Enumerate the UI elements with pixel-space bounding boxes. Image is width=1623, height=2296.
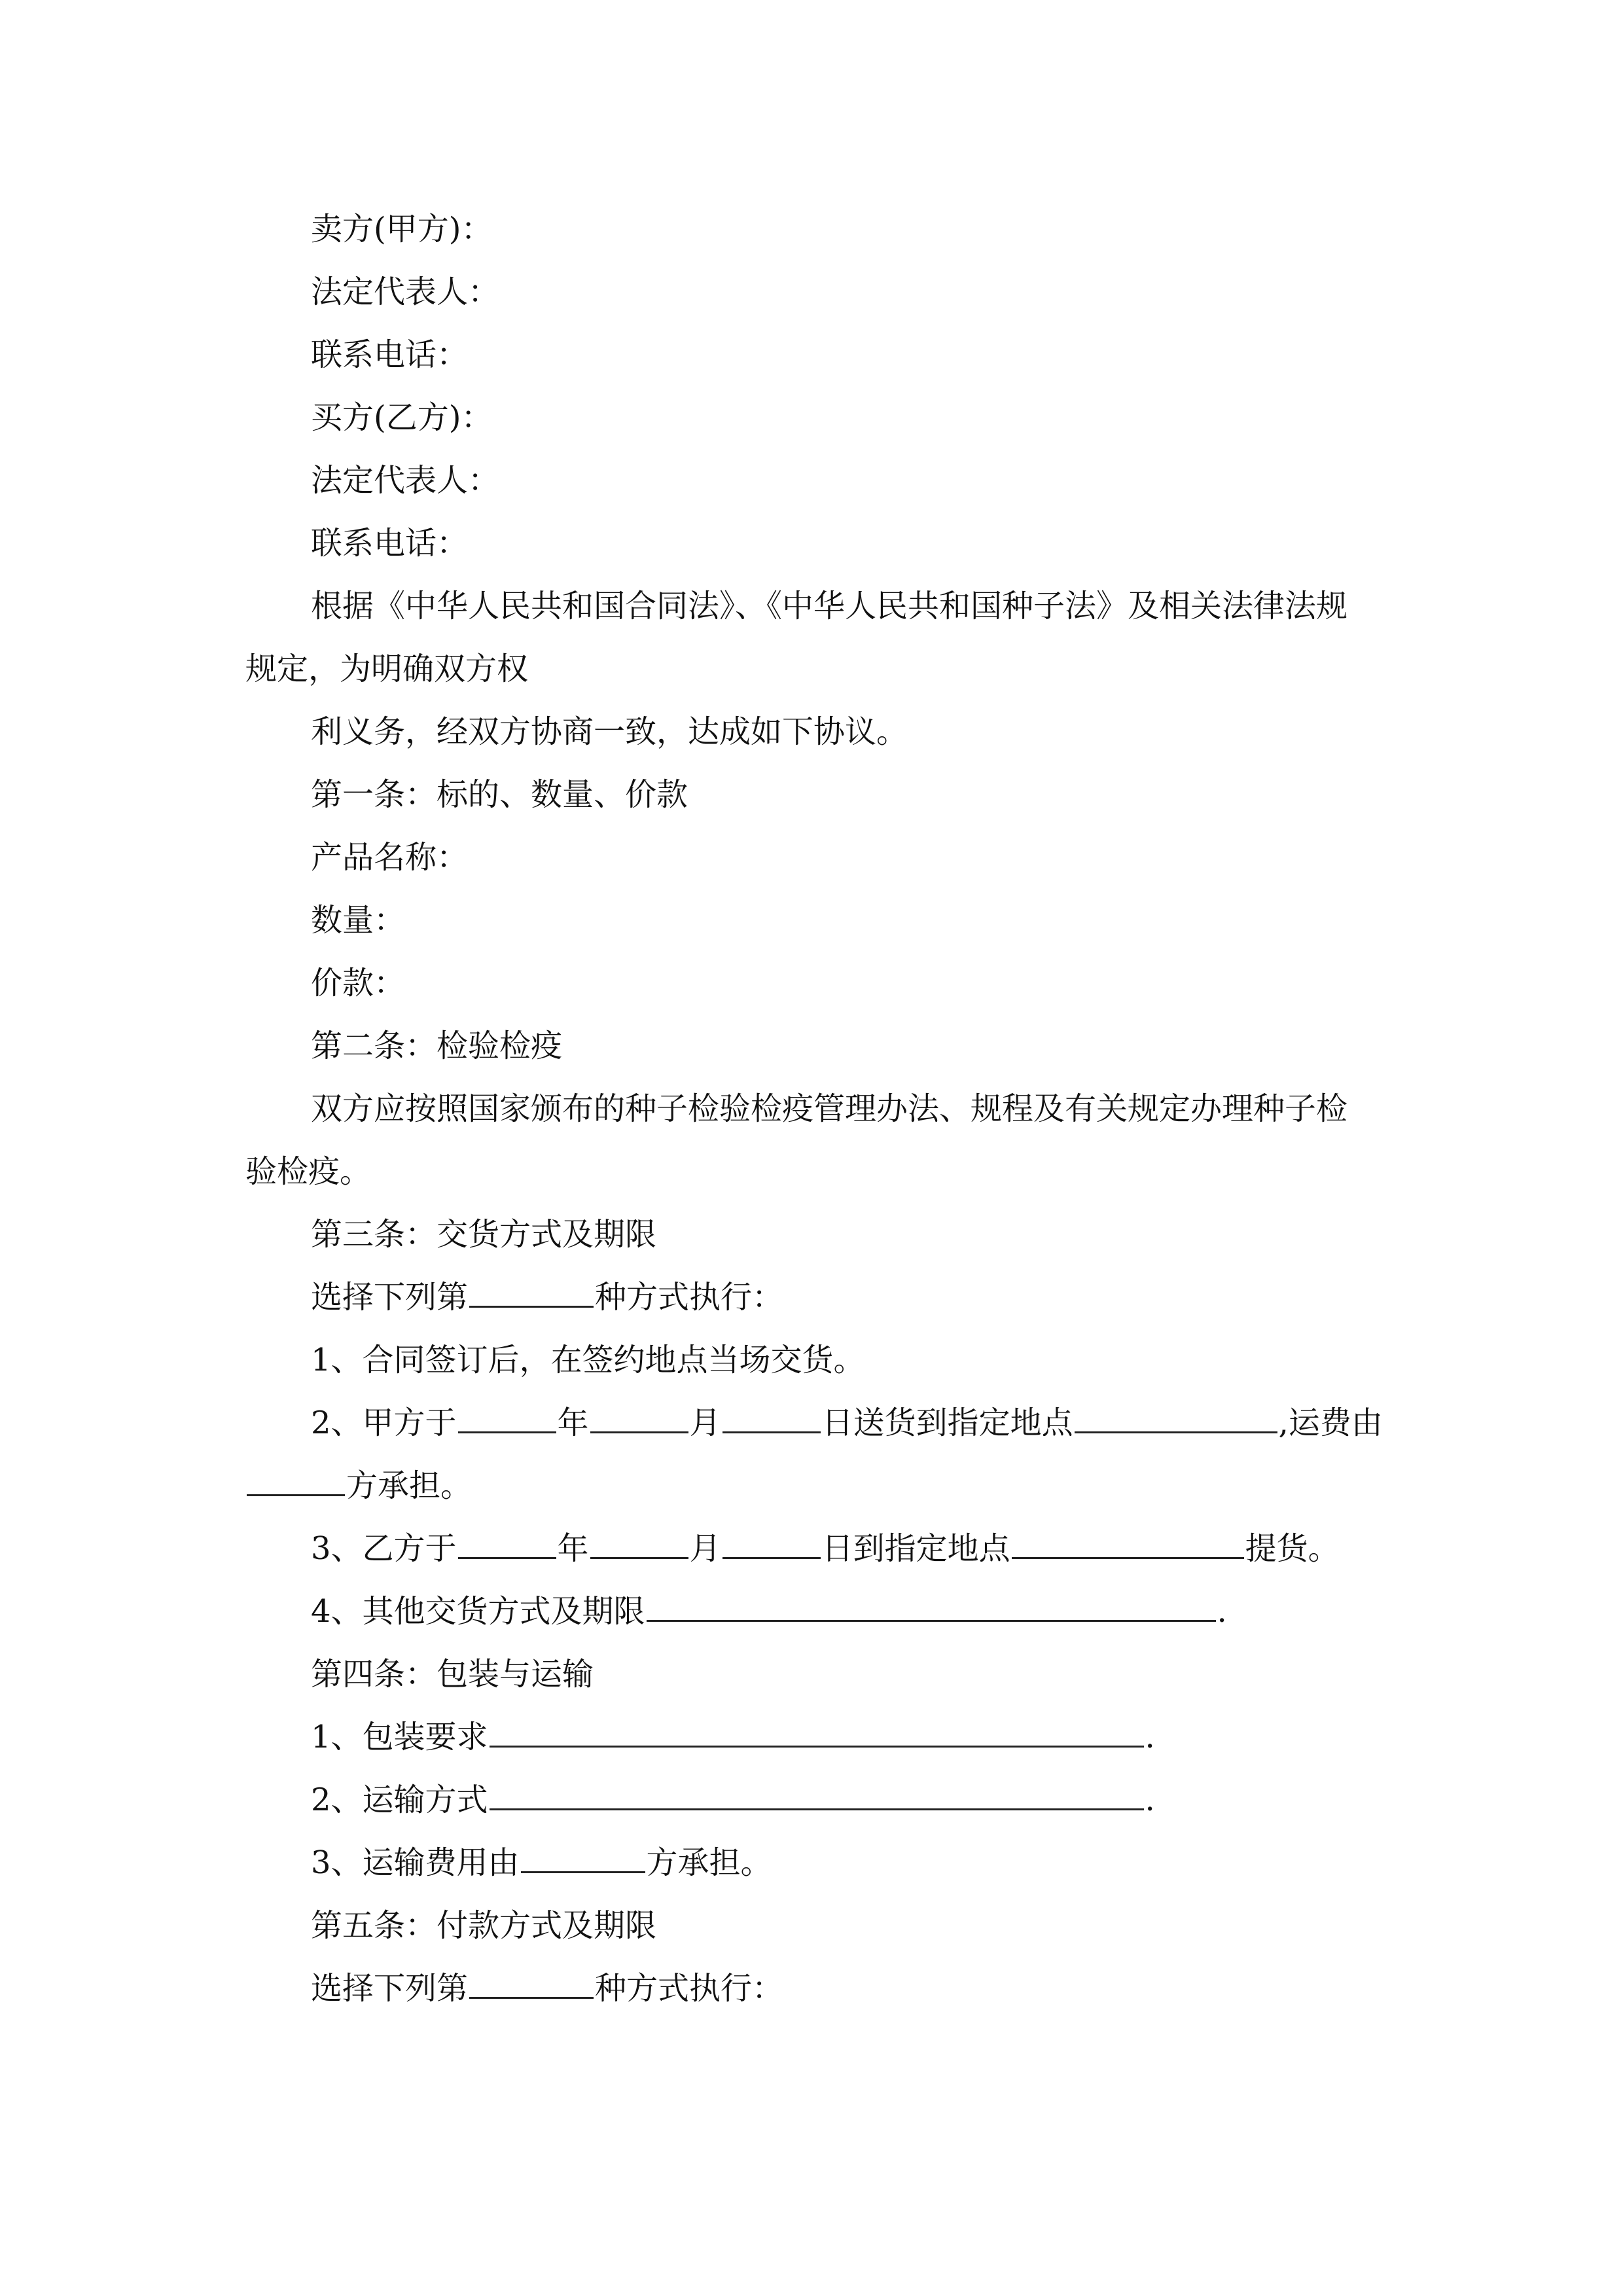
delivery-2-year-blank[interactable] <box>458 1404 556 1433</box>
article-4-heading: 第四条：包装与运输 <box>311 1656 594 1693</box>
party-a-representative-label: 法定代表人： <box>311 274 500 310</box>
transport-method: 2、运输方式 . <box>311 1782 1155 1818</box>
delivery-option-2-continued: 方承担。 <box>245 1454 472 1518</box>
delivery-option-2: 2、甲方于 年 月 日送货到指定地点 ,运费由 <box>311 1405 1383 1441</box>
party-b-phone-label: 联系电话： <box>311 525 469 562</box>
inspection-paragraph-line-2: 验检疫。 <box>245 1153 372 1190</box>
transport-cost-party: 3、运输费用由 方承担。 <box>311 1844 772 1881</box>
delivery-3-month-blank[interactable] <box>590 1530 688 1559</box>
delivery-4-other-method-blank[interactable] <box>647 1592 1216 1622</box>
intro-paragraph-line-1: 根据《中华人民共和国合同法》、《中华人民共和国种子法》及相关法律法规 <box>311 588 1348 624</box>
article-2-heading: 第二条：检验检疫 <box>311 1028 563 1064</box>
article-3-heading: 第三条：交货方式及期限 <box>311 1216 657 1253</box>
party-a-phone-label: 联系电话： <box>311 336 469 373</box>
transport-method-blank[interactable] <box>490 1781 1144 1810</box>
intro-paragraph-line-2: 规定，为明确双方权 <box>245 651 529 687</box>
party-b-representative-label: 法定代表人： <box>311 462 500 499</box>
delivery-3-year-blank[interactable] <box>458 1530 556 1559</box>
delivery-option-4: 4、其他交货方式及期限 . <box>311 1593 1227 1630</box>
delivery-method-select-line: 选择下列第 种方式执行： <box>311 1279 784 1316</box>
delivery-option-1: 1、合同签订后，在签约地点当场交货。 <box>311 1342 865 1378</box>
inspection-paragraph-line-1: 双方应按照国家颁布的种子检验检疫管理办法、规程及有关规定办理种子检 <box>311 1090 1348 1127</box>
article-5-heading: 第五条：付款方式及期限 <box>311 1907 657 1944</box>
transport-cost-party-blank[interactable] <box>521 1844 645 1873</box>
product-name-field: 产品名称： <box>311 839 469 876</box>
article-1-heading: 第一条：标的、数量、价款 <box>311 776 688 813</box>
payment-method-blank[interactable] <box>469 1969 594 1999</box>
delivery-2-day-blank[interactable] <box>722 1404 821 1433</box>
payment-method-select-line: 选择下列第 种方式执行： <box>311 1970 784 2007</box>
delivery-3-location-blank[interactable] <box>1012 1530 1244 1559</box>
delivery-2-freight-party-blank[interactable] <box>247 1467 345 1496</box>
quantity-field: 数量： <box>311 902 406 939</box>
packaging-requirement-blank[interactable] <box>490 1718 1144 1748</box>
delivery-2-location-blank[interactable] <box>1075 1404 1277 1433</box>
delivery-method-blank[interactable] <box>469 1278 594 1308</box>
party-b-label: 买方(乙方)： <box>311 399 493 436</box>
delivery-2-month-blank[interactable] <box>590 1404 688 1433</box>
party-a-label: 卖方(甲方)： <box>311 211 493 247</box>
price-field: 价款： <box>311 965 406 1001</box>
intro-paragraph-line-3: 利义务，经双方协商一致，达成如下协议。 <box>311 713 908 750</box>
delivery-option-3: 3、乙方于 年 月 日到指定地点 提货。 <box>311 1530 1340 1567</box>
delivery-3-day-blank[interactable] <box>722 1530 821 1559</box>
packaging-requirement: 1、包装要求 . <box>311 1719 1155 1755</box>
